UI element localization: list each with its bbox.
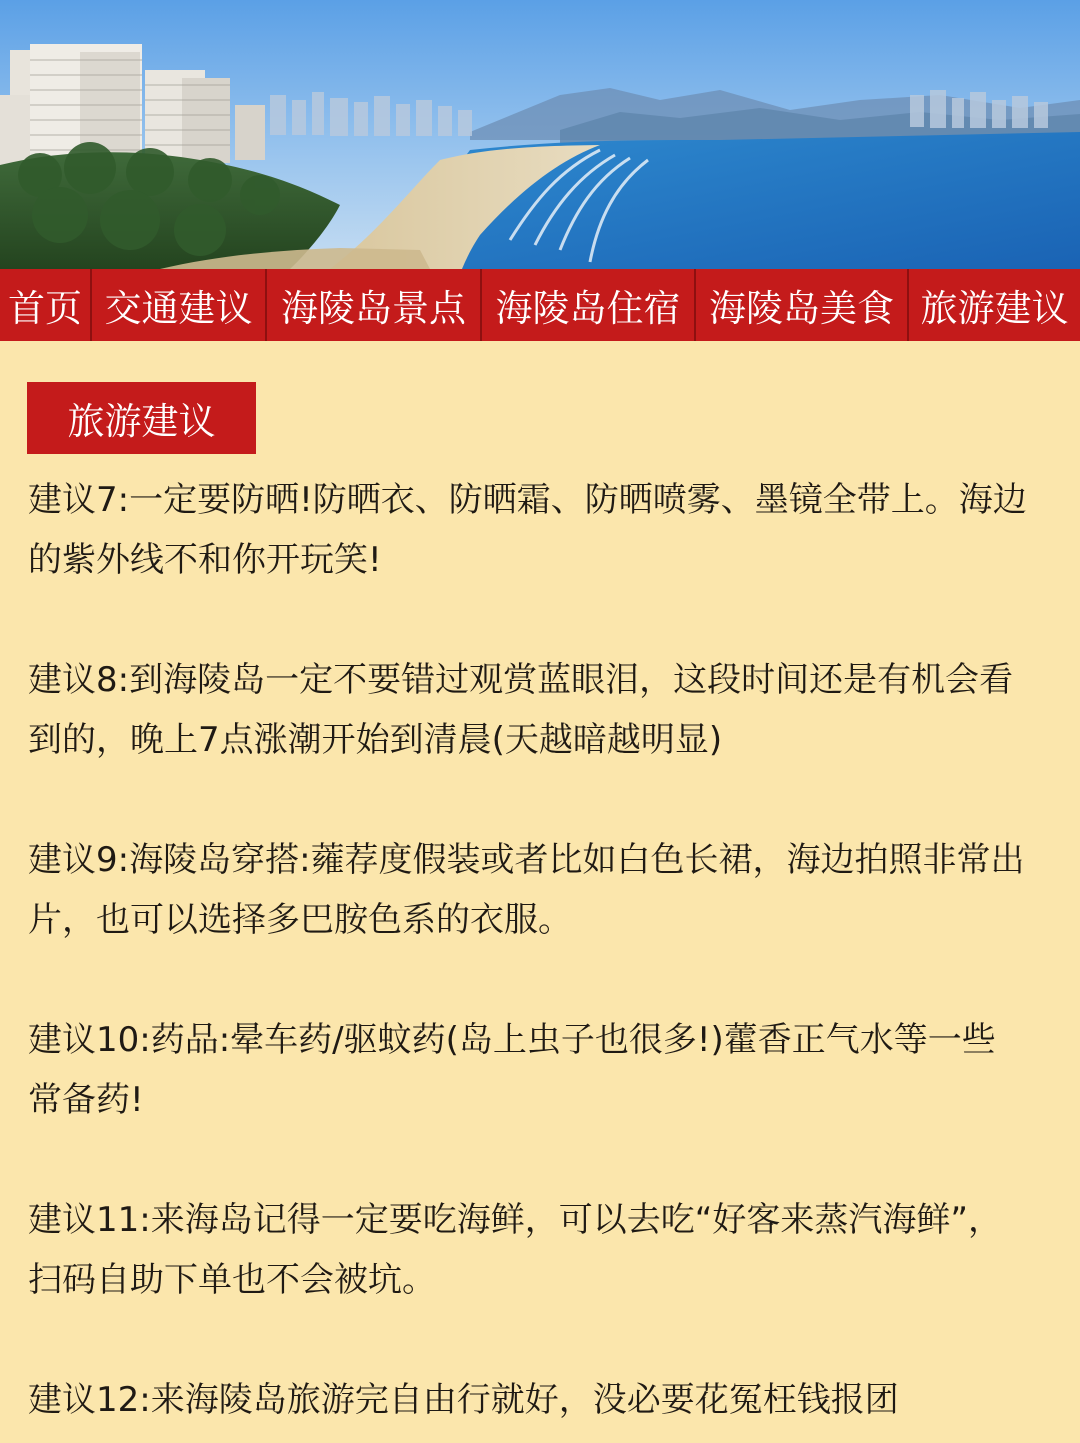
nav-item-home[interactable]: 首页 — [0, 269, 92, 341]
top-nav-bar — [0, 269, 1080, 341]
hero-beach-image — [0, 0, 1080, 269]
tip-item-9: 建议9:海陵岛穿搭:蕹荐度假装或者比如白色长裙，海边拍照非常出片，也可以选择多巴胺色系的衣服。 — [28, 840, 1025, 940]
nav-item-transport[interactable]: 交通建议 — [92, 269, 267, 341]
section-title-badge: 旅游建议 — [27, 382, 256, 454]
nav-item-travel-tips[interactable]: 旅游建议 — [920, 287, 1069, 330]
nav-item-food[interactable]: 海陵岛美食 — [696, 269, 909, 341]
tips-list — [28, 470, 1028, 1443]
tip-item-12: 建议12:来海陵岛旅游完自由行就好，没必要花冤枉钱报团 — [28, 1380, 899, 1420]
tip-item-11: 建议11:来海岛记得一定要吃海鲜，可以去吃“好客来蒸汽海鲜”，扫码自助下单也不会被坑。 — [28, 1200, 1002, 1300]
tip-item-10: 建议10:药品:晕车药/驱蚊药(岛上虫子也很多!)藿香正气水等一些常备药! — [28, 1020, 996, 1120]
tip-item-7: 建议7:一定要防晒!防晒衣、防晒霜、防晒喷雾、墨镜全带上。海边的紫外线不和你开玩笑! — [28, 480, 1027, 580]
tip-item-8: 建议8:到海陵岛一定不要错过观赏蓝眼泪，这段时间还是有机会看到的，晚上7点涨潮开始到清晨(天越暗越明显) — [28, 660, 1014, 760]
nav-item-attractions[interactable]: 海陵岛景点 — [267, 269, 482, 341]
beach-photo-illustration — [0, 0, 1080, 269]
nav-item-accommodation[interactable]: 海陵岛住宿 — [482, 269, 696, 341]
